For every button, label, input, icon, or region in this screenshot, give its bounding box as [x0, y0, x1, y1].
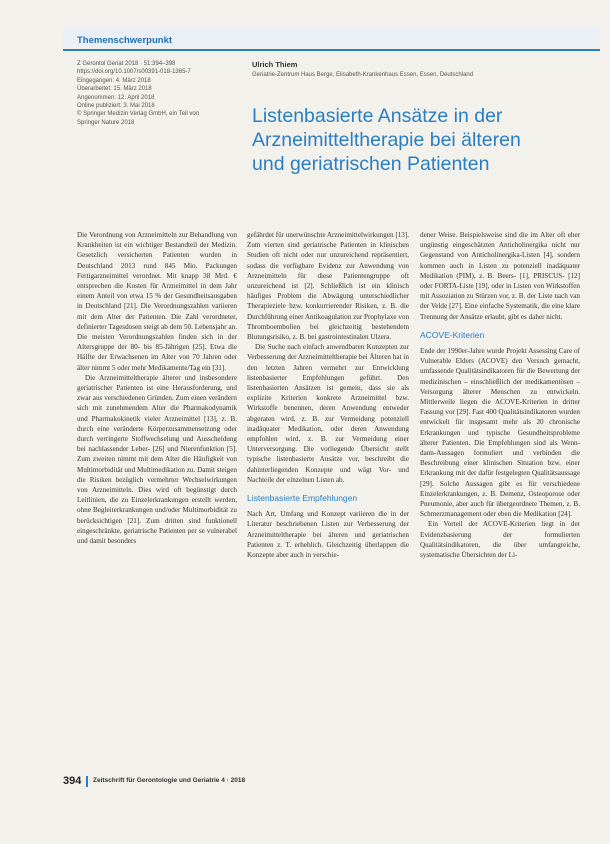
paragraph: Die Suche nach einfach anwendbaren Konzepten zur Verbesserung der Arzneimitteltherapie bei Älteren hat in den letzten Jahren vermehrt zur Entwicklung listenbasierter Empfehlungen geführt. Den listenbasierten Ansätzen ist gemein, dass sie als explizite Kriterien konkrete Arzneimittel bzw. Wirkstoffe benennen, deren Anwendung entweder abgeraten wird, z. B. zur Vermeidung potenziell inadäquater Medikation, oder deren Anwendung empfohlen wird, z. B. zur Vermeidung einer Unterversorgung. Die vorliegende Übersicht stellt typische listenbasierte Ansätze vor, beschreibt die dahinterliegenden Konzepte und wägt Vor- und Nachteile der einzelnen Listen ab. [247, 343, 409, 484]
meta-doi[interactable]: https://doi.org/10.1007/s00391-018-1365-7 [77, 69, 191, 76]
meta-citation: Z Gerontol Geriat 2018 · 51:394–398 [77, 61, 176, 67]
page-number: 394 [63, 775, 82, 787]
header-rule [63, 49, 600, 51]
section-heading: Listenbasierte Empfehlungen [247, 493, 358, 504]
meta-online: Online publiziert: 3. Mai 2018 [77, 103, 155, 110]
paragraph: Nach Art, Umfang und Konzept variieren die in der Literatur beschriebenen Listen zur Verbesserung der Arzneimitteltherapie bei älteren und geriatrischen Patienten z. T. erheblich. Gleichzeitig überlappen die Konzepte aber auch in verschie- [247, 510, 409, 560]
author-affiliation: Geriatrie-Zentrum Haus Berge, Elisabeth-Krankenhaus Essen, Essen, Deutschland [252, 72, 474, 78]
section-label: Themenschwerpunkt [77, 35, 173, 46]
meta-accepted: Angenommen: 12. April 2018 [77, 94, 155, 101]
journal-name: Zeitschrift für Gerontologie und Geriatrie 4 · 2018 [93, 777, 246, 784]
meta-copyright: © Springer Medizin Verlag GmbH, ein Teil von [77, 111, 200, 118]
paragraph: gefährdet für unerwünschte Arzneimittelwirkungen [13]. Zum vierten sind geriatrische Patienten in klinischen Studien oft nicht oder nur unzureichend repräsentiert, sodass die verfügbare Evidenz zur Anwendung von Arzneimitteln für diese Patientengruppe oft unzureichend ist [2]. Schließlich ist ein klinisch häufiges Problem die Abwägung unterschiedlicher Therapieziele bzw. konkurrierender Risiken, z. B. die Durchführung einer Antikoagulation zur Prophylaxe von Thromboembolien bei gleichzeitig bestehendem Blutungsrisiko, z. B. bei gastrointestinalen Ulzera. [247, 231, 410, 342]
page-footer [63, 775, 600, 789]
body-column-3 [420, 230, 580, 560]
paragraph: Ende der 1990er-Jahre wurde Projekt Assessing Care of Vulnerable Elders (ACOVE) den Versuch gemacht, umfassende Qualitätsindikatoren für die Bewertung der medizinischen – einschließlich der medikamentösen – Versorgung älterer Menschen zu entwickeln. Mittlerweile liegen die ACOVE-Kriterien in dritter Fassung vor [29]. Fast 400 Qualitätsindikatoren wurden entwickelt für insgesamt mehr als 20 chronische Erkrankungen und typische Gesundheitsprobleme älterer Patienten. Die Empfehlungen sind als Wenn-dann-Aussagen formuliert und verbinden die Beschreibung einer klinischen Situation bzw. einer Erkrankung mit der dafür festgelegten Qualitätsaussage [29]. Solche Aussagen gibt es für verschiedene Einzelerkrankungen, z. B. Demenz, Osteoporose oder Pneumonie, aber auch für übergeordnete Themen, z. B. Schmerzmanagement oder eben die Medikation [24]. [420, 347, 580, 519]
paragraph: Die Arzneimitteltherapie älterer und insbesondere geriatrischer Patienten ist eine Herausforderung, und zwar aus verschiedenen Gründen. Zum einen verändern sich mit zunehmendem Alter die Pharmakodynamik und Pharmakokinetik vieler Arzneimittel [13], z. B. durch eine veränderte Körperzusammensetzung oder durch verringerte Stoffwechselung und Ausscheidung bei nachlassender Leber- [26] und Nierenfunktion [5]. Zum zweiten nimmt mit dem Alter die Häufigkeit von Multimorbidität und Multimedikation zu. Damit steigen die Risiken bezüglich vermehrter Wechselwirkungen von Arzneimitteln. Dies wird oft begünstigt durch Leitlinien, die zu Einzelerkrankungen erstellt werden, ohne Begleiterkrankungen und/oder Multimorbidität zu berücksichtigen [21]. Zum dritten sind funktionell eingeschränkte, geriatrische Patienten per se vulnerabel und damit besonders [77, 373, 237, 546]
meta-received: Eingegangen: 4. März 2018 [77, 77, 151, 84]
title-line: Listenbasierte Ansätze in der [252, 105, 503, 127]
body-column-1 [77, 230, 237, 546]
meta-copyright-2: Springer Nature 2018 [77, 119, 135, 126]
section-heading: ACOVE-Kriterien [420, 329, 485, 340]
title-line: Arzneimitteltherapie bei älteren [252, 129, 521, 151]
meta-revised: Überarbeitet: 15. März 2018 [77, 86, 152, 93]
paragraph: dener Weise. Beispielsweise sind die im Alter oft eher ungünstig eingeschätzten Anticholinergika nicht nur Gegenstand von Anticholinergika-Listen [4], sondern kommen auch in Listen zu potenziell inadäquater Medikation (PIM), z. B. Beers- [1], PRISCUS- [12] oder FORTA-Liste [19], oder in Listen von Wirkstoffen mit Assoziation zu Stürzen vor, z. B. der Liste nach van der Velde [27]. Eine einfache Systematik, die eine klare Trennung der Ansätze erlaubt, gibt es daher nicht. [420, 231, 580, 321]
author-name: Ulrich Thiem [252, 60, 298, 69]
paragraph: Ein Vorteil der ACOVE-Kriterien liegt in der Evidenzbasierung der formulierten Qualitätsindikatoren, die über umfangreiche, systematische Übersichten der Li- [420, 520, 580, 560]
article-title [252, 104, 592, 176]
paragraph: Die Verordnung von Arzneimitteln zur Behandlung von Krankheiten ist ein wichtiger Bestandteil der Medizin. Gesetzlich versicherten Patienten wurden in Deutschland 2013 rund 845 Mio. Packungen Fertigarzneimittel verordnet. Mit knapp 38 Mrd. € entsprechen die Kosten für Arzneimittel in dem Jahr einem Anteil von etwa 15 % der Gesundheitsausgaben in Deutschland [21]. Die Verordnungszahlen variieren mit dem Alter der Patienten. Die Zahl verordneter, definierter Tagesdosen steigt ab dem 50. Lebensjahr an. Die meisten Verordnungszahlen finden sich in der Altersgruppe der 80- bis 85-Jährigen [25]. Etwa die Hälfte der Erwachsenen im Alter von 70 Jahren oder älter nimmt 5 oder mehr Medikamente/Tag ein [31]. [77, 231, 237, 372]
body-column-2 [247, 230, 409, 560]
article-meta [77, 60, 242, 127]
footer-divider [86, 776, 88, 787]
title-line: und geriatrischen Patienten [252, 153, 490, 175]
